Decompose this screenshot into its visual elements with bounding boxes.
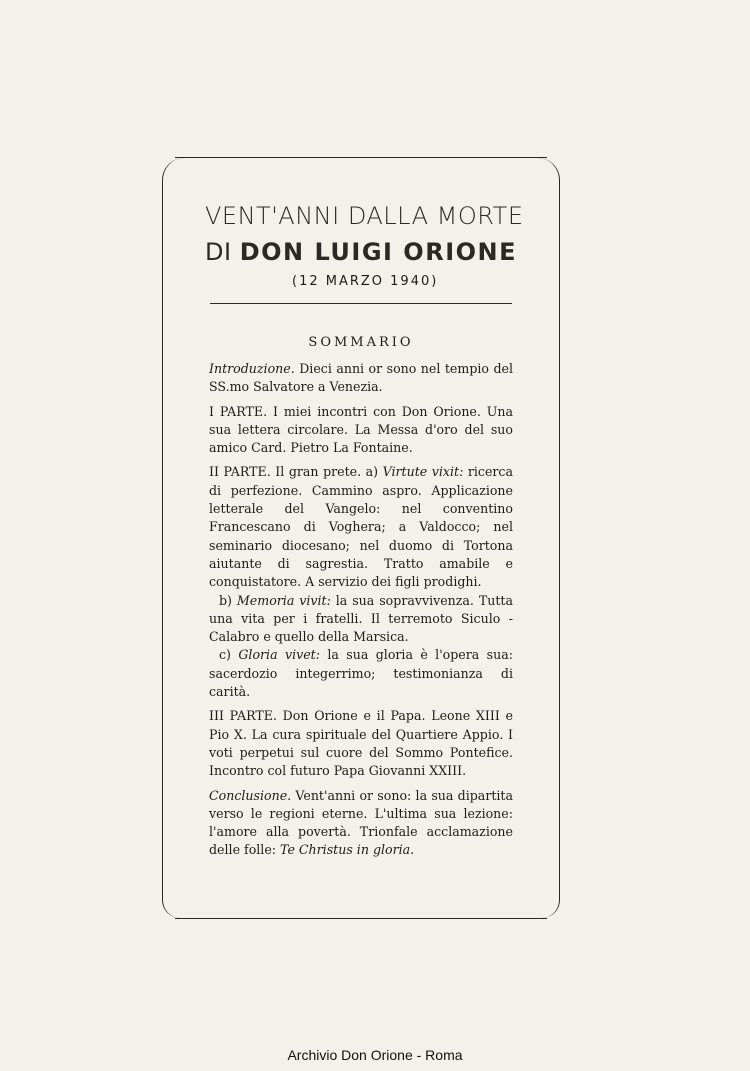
archive-footer: Archivio Don Orione - Roma xyxy=(287,1047,463,1063)
parte2-c-motto: Gloria vivet: xyxy=(238,647,320,663)
parte1-text: I miei incontri con Don Orione. Una sua lettera circolare. La Messa d'oro del suo amico Card. Pietro La Fontaine. xyxy=(209,403,513,456)
title-divider xyxy=(210,303,512,304)
parte2-b-text: la sua sopravvivenza. Tutta una vita per i fratelli. Il terremoto Siculo - Calabro e quello della Marsica. xyxy=(209,592,513,645)
title-line-1: VENT'ANNI DALLA MORTE xyxy=(205,202,524,230)
section-conclusione xyxy=(209,787,513,860)
title-name: DON LUIGI ORIONE xyxy=(239,238,518,266)
title-line-2 xyxy=(205,238,525,266)
conclusione-motto: Te Christus in gloria. xyxy=(280,842,415,858)
parte2-c-text: la sua gloria è l'opera sua: sacerdozio integerrimo; testimonianza di carità. xyxy=(209,647,513,700)
title-date: (12 MARZO 1940) xyxy=(292,274,439,289)
parte3-label: III PARTE. xyxy=(209,708,277,724)
section-parte-2b xyxy=(209,592,513,647)
parte2-intro: Il gran prete. a) xyxy=(270,464,383,480)
parte2-c-pre: c) xyxy=(219,647,239,663)
section-parte-2c xyxy=(209,646,513,701)
introduzione-text: Dieci anni or sono nel tempio del SS.mo Salvatore a Venezia. xyxy=(209,361,513,395)
conclusione-label: Conclusione. xyxy=(209,787,292,803)
title-prefix: DI xyxy=(205,238,232,266)
sommario-body xyxy=(209,360,513,866)
parte3-text: Don Orione e il Papa. Leone XIII e Pio X. La cura spirituale del Quartiere Appio. I voti perpetui sul cuore del Sommo Pontefice. Incontro col futuro Papa Giovanni XXIII. xyxy=(209,708,513,779)
conclusione-text: Vent'anni or sono: la sua dipartita verso le regioni eterne. L'ultima sua lezione: l'amore alla povertà. Trionfale acclamazione delle folle: xyxy=(209,787,513,858)
parte1-label: I PARTE. xyxy=(209,403,268,419)
section-introduzione xyxy=(209,360,513,397)
parte2-a-motto: Virtute vixit: xyxy=(382,464,464,480)
parte2-b-pre: b) xyxy=(219,592,237,608)
sommario-heading: SOMMARIO xyxy=(308,335,414,350)
parte2-b-motto: Memoria vivit: xyxy=(236,592,331,608)
section-parte-1 xyxy=(209,403,513,458)
section-parte-3 xyxy=(209,707,513,780)
parte2-a-text: ricerca di perfezione. Cammino aspro. Applicazione letterale del Vangelo: nel conventino Francescano di Voghera; a Valdocco; nel seminario diocesano; nel duomo di Tortona aiutante di sagrestia. Tratto amabile e conquistatore. A servizio dei figli prodighi. xyxy=(209,464,513,590)
introduzione-label: Introduzione. xyxy=(209,361,295,376)
parte2-label: II PARTE. xyxy=(209,464,271,480)
section-parte-2a xyxy=(209,463,513,591)
